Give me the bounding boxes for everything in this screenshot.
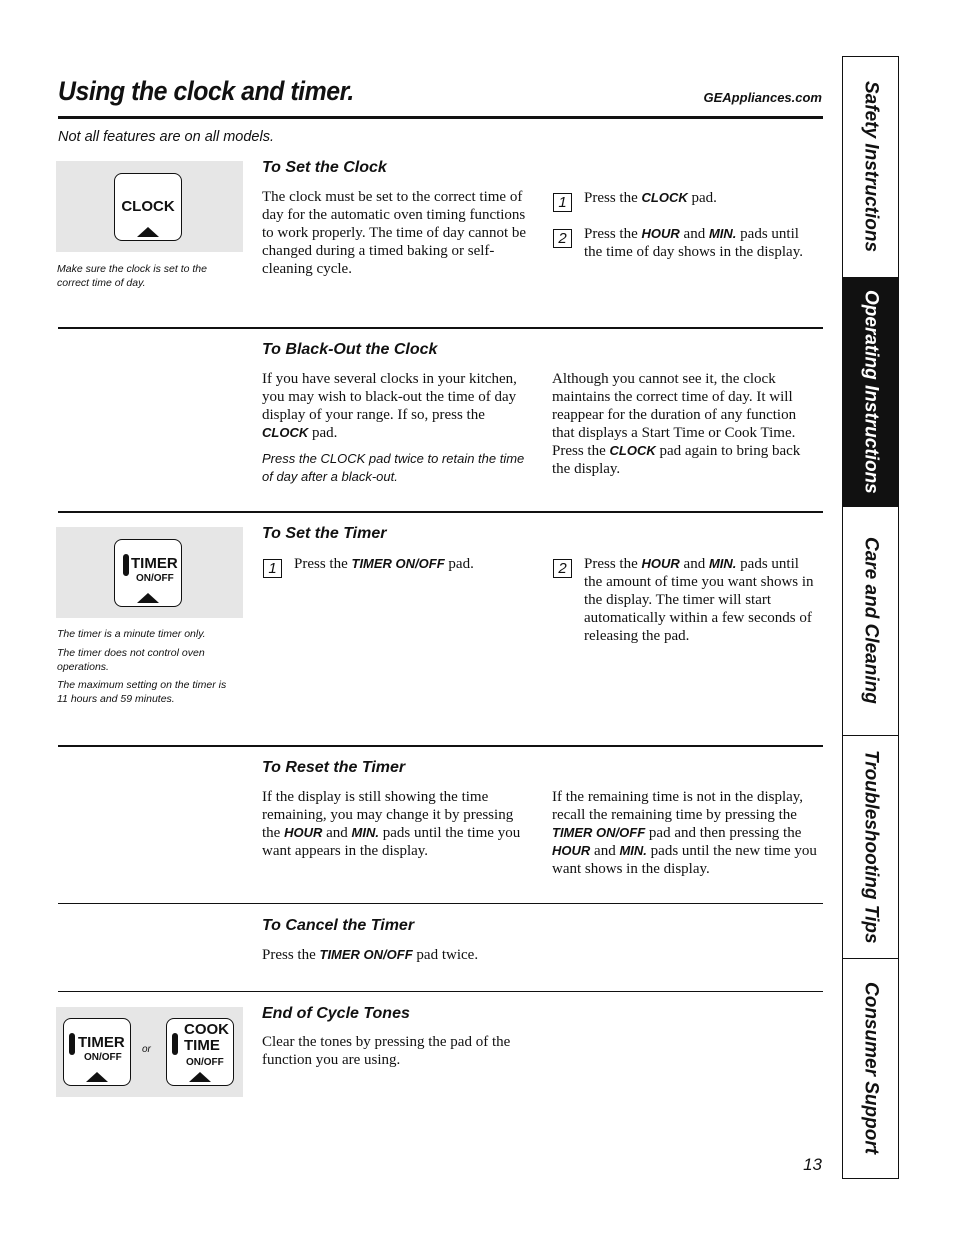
set-clock-step-1: Press the CLOCK pad. [584, 190, 717, 206]
step-number: 2 [553, 229, 572, 248]
reset-timer-heading: To Reset the Timer [262, 759, 406, 776]
page-title: Using the clock and timer. [58, 76, 354, 106]
reset-timer-right-text: If the remaining time is not in the display, recall the remaining time by pressing the TIMER ON/OFF pad and then pressing the HOUR and MIN. pads until the new time you want shows in the display. [552, 789, 817, 877]
timer-pad [63, 1018, 131, 1086]
set-timer-step-2: Press the HOUR and MIN. pads until the amount of time you want shows in the display. The timer will start automatically within a few seconds of releasing the pad. [584, 556, 814, 644]
timer-pad-sublabel: ON/OFF [84, 1052, 122, 1063]
clock-caption: Make sure the clock is set to the correct time of day. [57, 263, 207, 289]
section-divider [58, 903, 823, 904]
arrow-up-icon [189, 1072, 211, 1082]
tab-consumer-support[interactable]: Consumer Support [860, 981, 882, 1155]
set-clock-text: The clock must be set to the correct time of day for the automatic oven timing functions to work properly. The time of day cannot be changed during a timed baking or self-cleaning cycle. [262, 189, 527, 277]
section-divider [58, 991, 823, 992]
cook-time-pad-sublabel: ON/OFF [186, 1057, 224, 1068]
or-label: or [142, 1044, 151, 1055]
clock-pad [114, 173, 182, 241]
set-timer-heading: To Set the Timer [262, 525, 387, 542]
section-divider [58, 511, 823, 513]
timer-pad-illustration [56, 527, 243, 618]
indicator-light-icon [172, 1033, 178, 1055]
tab-troubleshooting-tips[interactable]: Troubleshooting Tips [843, 735, 898, 959]
cancel-timer-heading: To Cancel the Timer [262, 917, 415, 934]
end-tones-text: Clear the tones by pressing the pad of the function you are using. [262, 1034, 511, 1068]
arrow-up-icon [86, 1072, 108, 1082]
timer-pad [114, 539, 182, 607]
set-timer-step-1: Press the TIMER ON/OFF pad. [294, 556, 474, 572]
step-number: 1 [553, 193, 572, 212]
set-clock-heading: To Set the Clock [262, 159, 387, 176]
indicator-light-icon [123, 554, 129, 576]
cancel-timer-text: Press the TIMER ON/OFF pad twice. [262, 947, 479, 963]
tab-operating-instructions[interactable]: Operating Instructions [843, 277, 898, 507]
arrow-up-icon [137, 227, 159, 237]
blackout-left-text: If you have several clocks in your kitchen, you may wish to black-out the time of day display of your range. If so, press the CLOCK pad. [262, 371, 517, 441]
set-clock-step-2: Press the HOUR and MIN. pads until the time of day shows in the display. [584, 226, 803, 260]
page-number: 13 [803, 1155, 822, 1174]
arrow-up-icon [137, 593, 159, 603]
step-number: 2 [553, 559, 572, 578]
end-tones-pad-illustration [56, 1007, 243, 1097]
cook-time-pad [166, 1018, 234, 1086]
clock-pad-illustration [56, 161, 243, 252]
models-note: Not all features are on all models. [58, 129, 274, 145]
tab-safety-instructions[interactable]: Safety Instructions [843, 57, 898, 278]
section-divider [58, 745, 823, 747]
end-tones-heading: End of Cycle Tones [262, 1005, 410, 1022]
blackout-heading: To Black-Out the Clock [262, 341, 438, 358]
clock-pad-label: CLOCK [121, 198, 175, 215]
step-number: 1 [263, 559, 282, 578]
timer-pad-label: TIMER [131, 555, 178, 572]
timer-caption-2: The timer does not control oven operations. [57, 647, 205, 673]
timer-caption-1: The timer is a minute timer only. [57, 628, 206, 640]
timer-caption-3: The maximum setting on the timer is 11 hours and 59 minutes. [57, 679, 227, 705]
website-link[interactable]: GEAppliances.com [703, 90, 822, 105]
header-rule [58, 116, 823, 119]
indicator-light-icon [69, 1033, 75, 1055]
blackout-right-text: Although you cannot see it, the clock maintains the correct time of day. It will reappear for the duration of any function that displays a Start Time or Cook Time. Press the CLOCK pad again to bring back the display. [552, 371, 801, 477]
timer-pad-sublabel: ON/OFF [136, 573, 174, 584]
reset-timer-left-text: If the display is still showing the time remaining, you may change it by pressing the HOUR and MIN. pads until the time you want appears in the display. [262, 789, 521, 859]
section-divider [58, 327, 823, 329]
blackout-note: Press the CLOCK pad twice to retain the time of day after a black-out. [262, 451, 525, 484]
timer-pad-label: TIMER [78, 1034, 125, 1051]
tab-care-and-cleaning[interactable]: Care and Cleaning [843, 506, 898, 736]
section-sidebar [842, 56, 899, 1179]
cook-time-pad-label: COOK TIME [184, 1021, 229, 1054]
